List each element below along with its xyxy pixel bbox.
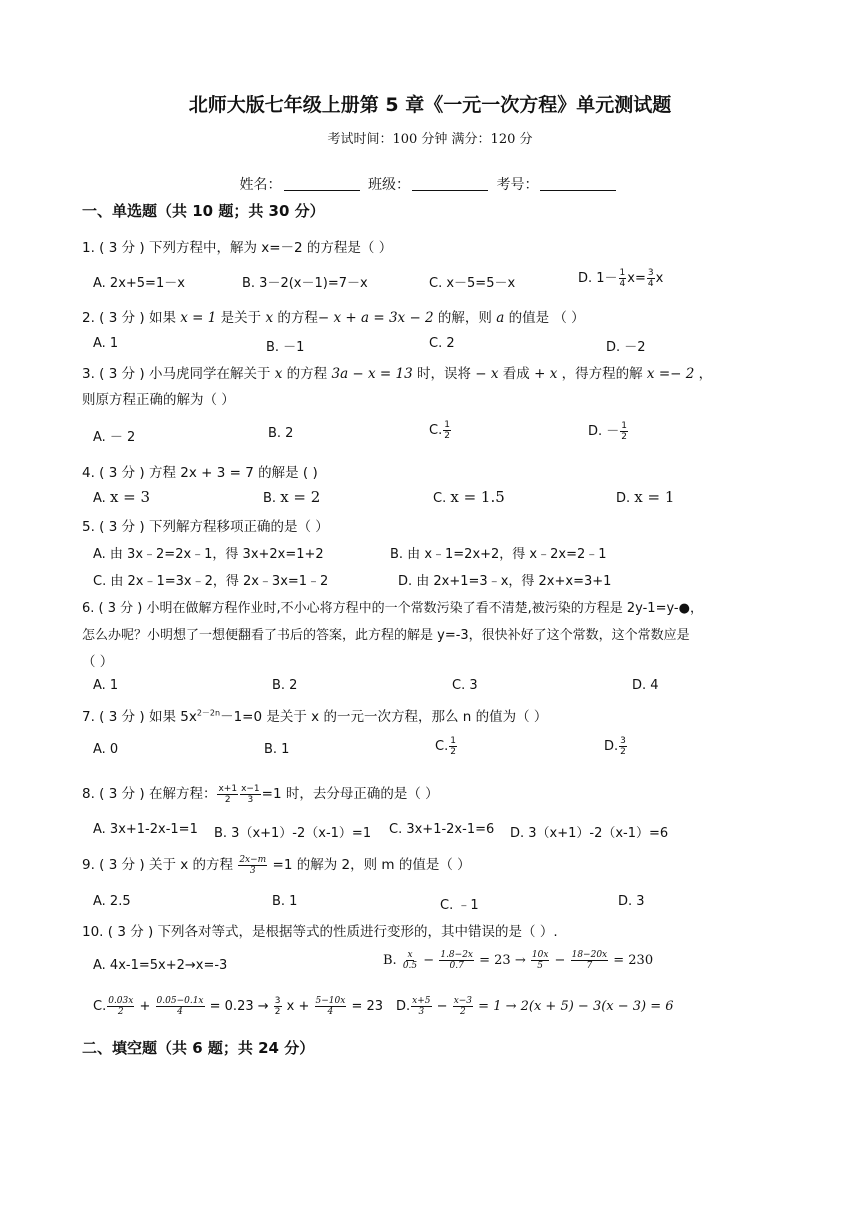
question-1-option-c[interactable]: C. x－5=5－x bbox=[429, 276, 516, 291]
fraction-c3: $\frac{3}{2}$ bbox=[274, 996, 281, 1017]
question-4-option-a[interactable]: A. x = 3 bbox=[93, 488, 151, 506]
question-9-option-d[interactable]: D. 3 bbox=[618, 894, 645, 909]
question-10-stem: 10. ( 3 分 ) 下列各对等式，是根据等式的性质进行变形的，其中错误的是（ ）. bbox=[82, 924, 558, 940]
question-9-option-a[interactable]: A. 2.5 bbox=[93, 894, 131, 909]
question-5-option-c[interactable]: C. 由 2x﹣1=3x﹣2，得 2x﹣3x=1﹣2 bbox=[93, 574, 329, 589]
question-3-option-c[interactable]: C. $\frac{1}{2}$ bbox=[429, 420, 450, 441]
question-8-option-c[interactable]: C. 3x+1-2x-1=6 bbox=[389, 822, 495, 837]
question-7-option-d[interactable]: D. $\frac{3}{2}$ bbox=[604, 736, 626, 757]
class-label: 班级： bbox=[368, 177, 410, 193]
section-title-fill-in: 二、填空题（共 6 题；共 24 分） bbox=[82, 1039, 315, 1057]
question-5-option-d[interactable]: D. 由 2x+1=3﹣x，得 2x+x=3+1 bbox=[398, 574, 612, 589]
fraction-half: $\frac{1}{2}$ bbox=[444, 420, 450, 441]
question-7-stem: 7. ( 3 分 ) 如果 $5x^{2-2n}-1=0$ 是关于 x 的一元一次方程，那么 n 的值为（ ） bbox=[82, 708, 548, 725]
fraction-x-plus-1-over-2: $\frac{x+1}{2}$ bbox=[218, 783, 238, 805]
fraction-three-quarter: $\frac{3}{4}$ bbox=[647, 268, 654, 289]
page-title: 北师大版七年级上册第 5 章《一元一次方程》单元测试题 bbox=[188, 94, 672, 116]
fraction-c4: $\frac{5-10x}{4}$ bbox=[315, 996, 346, 1017]
fraction-d2: $\frac{x-3}{2}$ bbox=[453, 996, 473, 1017]
question-10-option-b[interactable]: B. $\frac{x}{0.5}$ − $\frac{1.8-2x}{0.7}$ = 23 → $\frac{10x}{5}$ − $\frac{18-20x}{7}$ = 230 bbox=[383, 950, 654, 971]
question-4-option-c[interactable]: C. x = 1.5 bbox=[433, 488, 505, 506]
question-3-option-a[interactable]: A. － 2 bbox=[93, 430, 136, 445]
option-d-prefix: D. 1－ bbox=[578, 271, 618, 286]
name-field[interactable] bbox=[284, 176, 360, 191]
exam-subtitle: 考试时间：100 分钟 满分：120 分 bbox=[327, 132, 533, 147]
fraction-half: $\frac{1}{2}$ bbox=[621, 421, 628, 442]
question-4-option-d[interactable]: D. x = 1 bbox=[616, 488, 675, 506]
id-field[interactable] bbox=[540, 176, 616, 191]
question-2-option-b[interactable]: B. －1 bbox=[266, 340, 305, 355]
fraction-b2: $\frac{1.8-2x}{0.7}$ bbox=[440, 950, 473, 971]
question-1-stem: 1. ( 3 分 ) 下列方程中，解为 x=－2 的方程是（ ） bbox=[82, 240, 393, 256]
fraction-c2: $\frac{0.05-0.1x}{4}$ bbox=[156, 996, 204, 1017]
question-9-stem: 9. ( 3 分 ) 关于 x 的方程 $\frac{2x-m}{3}$ =1 的解为 2，则 m 的值是（ ） bbox=[82, 854, 471, 876]
question-6-option-a[interactable]: A. 1 bbox=[93, 678, 119, 693]
fraction-2x-minus-m-over-3: $\frac{2x-m}{3}$ bbox=[239, 854, 267, 876]
question-3-option-b[interactable]: B. 2 bbox=[268, 426, 294, 441]
name-label: 姓名： bbox=[239, 177, 282, 193]
question-8-stem: 8. ( 3 分 ) 在解方程： $\frac{x+1}{2}$ $\frac{x-1}{3}$ =1 时，去分母正确的是（ ） bbox=[82, 783, 439, 805]
question-6-stem-line3: （ ） bbox=[82, 654, 114, 670]
question-10-option-d[interactable]: D. $\frac{x+5}{3}$ − $\frac{x-3}{2}$ = 1 → 2(x + 5) − 3(x − 3) = 6 bbox=[396, 996, 674, 1017]
question-8-option-b[interactable]: B. 3（x+1）-2（x-1）=1 bbox=[214, 826, 372, 841]
question-8-option-d[interactable]: D. 3（x+1）-2（x-1）=6 bbox=[510, 826, 669, 841]
question-6-option-b[interactable]: B. 2 bbox=[272, 678, 298, 693]
id-label: 考号： bbox=[496, 177, 539, 193]
fraction-d1: $\frac{x+5}{3}$ bbox=[412, 996, 431, 1017]
class-field[interactable] bbox=[412, 176, 488, 191]
section-title-single-choice: 一、单选题（共 10 题；共 30 分） bbox=[82, 202, 325, 220]
question-5-stem: 5. ( 3 分 ) 下列解方程移项正确的是（ ） bbox=[82, 519, 329, 535]
fraction-b1: $\frac{x}{0.5}$ bbox=[402, 950, 418, 971]
fraction-half: $\frac{1}{2}$ bbox=[450, 736, 456, 757]
question-3-stem-line1: 3. ( 3 分 ) 小马虎同学在解关于 x 的方程 3a − x = 13 时，误将 − x 看成 + x ，得方程的解 x =− 2 ， bbox=[82, 366, 713, 382]
question-2-stem: 2. ( 3 分 ) 如果 x = 1 是关于 x 的方程− x + a = 3x − 2 的解，则 a 的值是 （ ） bbox=[82, 310, 585, 326]
question-5-option-a[interactable]: A. 由 3x﹣2=2x﹣1，得 3x+2x=1+2 bbox=[93, 547, 324, 562]
question-7-option-c[interactable]: C. $\frac{1}{2}$ bbox=[435, 736, 456, 757]
question-6-stem-line1: 6. ( 3 分 ) 小明在做解方程作业时,不小心将方程中的一个常数污染了看不清楚,被污染的方程是 2y-1=y-●， bbox=[82, 601, 703, 616]
fraction-x-minus-1-over-3: $\frac{x-1}{3}$ bbox=[241, 783, 260, 805]
fraction-c1: $\frac{0.03x}{2}$ bbox=[108, 996, 134, 1017]
question-9-option-c[interactable]: C. ﹣1 bbox=[440, 898, 479, 913]
question-4-stem: 4. ( 3 分 ) 方程 2x + 3 = 7 的解是 ( ) bbox=[82, 465, 318, 481]
question-6-option-d[interactable]: D. 4 bbox=[632, 678, 659, 693]
question-6-option-c[interactable]: C. 3 bbox=[452, 678, 478, 693]
question-6-stem-line2: 怎么办呢？小明想了一想便翻看了书后的答案，此方程的解是 y=-3，很快补好了这个常数，这个常数应是 bbox=[82, 628, 690, 643]
question-10-option-a[interactable]: A. 4x-1=5x+2→x=-3 bbox=[93, 958, 228, 973]
question-1-option-b[interactable]: B. 3－2(x－1)=7－x bbox=[242, 276, 368, 291]
fraction-one-quarter: $\frac{1}{4}$ bbox=[619, 268, 626, 289]
fraction-b3: $\frac{10x}{5}$ bbox=[531, 950, 549, 971]
student-info-line bbox=[0, 174, 860, 194]
question-2-option-c[interactable]: C. 2 bbox=[429, 336, 455, 351]
question-2-option-a[interactable]: A. 1 bbox=[93, 336, 119, 351]
question-5-option-b[interactable]: B. 由 x﹣1=2x+2，得 x﹣2x=2﹣1 bbox=[390, 547, 607, 562]
question-3-option-d[interactable]: D. － $\frac{1}{2}$ bbox=[588, 421, 628, 442]
question-4-option-b[interactable]: B. x = 2 bbox=[263, 488, 321, 506]
question-1-option-a[interactable]: A. 2x+5=1－x bbox=[93, 276, 185, 291]
question-2-option-d[interactable]: D. －2 bbox=[606, 340, 646, 355]
question-7-option-b[interactable]: B. 1 bbox=[264, 742, 290, 757]
fraction-three-half: $\frac{3}{2}$ bbox=[620, 736, 626, 757]
question-8-option-a[interactable]: A. 3x+1-2x-1=1 bbox=[93, 822, 198, 837]
question-10-option-c[interactable]: C. $\frac{0.03x}{2}$ + $\frac{0.05-0.1x}{4}$ = 0.23 → $\frac{3}{2}$ x + $\frac{5-10x}{4}$ = 23 bbox=[93, 996, 384, 1017]
question-9-option-b[interactable]: B. 1 bbox=[272, 894, 298, 909]
question-7-option-a[interactable]: A. 0 bbox=[93, 742, 119, 757]
question-3-stem-line2: 则原方程正确的解为（ ） bbox=[82, 392, 235, 408]
question-1-option-d[interactable]: D. 1－ $\frac{1}{4}$ x= $\frac{3}{4}$ x bbox=[578, 268, 664, 289]
fraction-b4: $\frac{18-20x}{7}$ bbox=[571, 950, 608, 971]
